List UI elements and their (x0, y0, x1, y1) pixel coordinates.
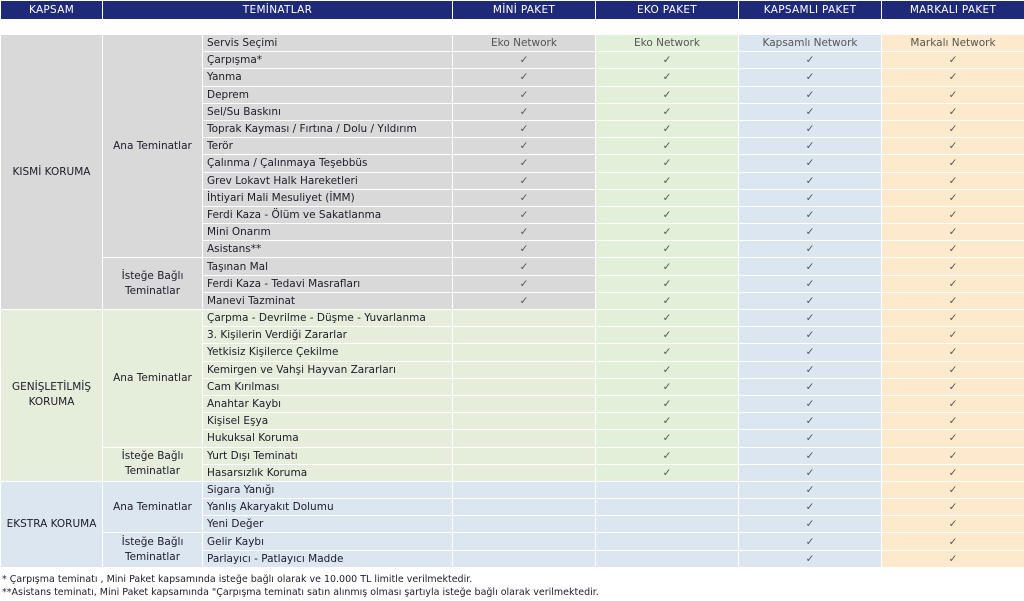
check-icon: ✓ (453, 206, 596, 223)
check-icon: ✓ (739, 206, 882, 223)
check-icon: ✓ (596, 224, 739, 241)
coverage-label: Yetkisiz Kişilerce Çekilme (203, 344, 453, 361)
check-icon: ✓ (596, 138, 739, 155)
check-icon: ✓ (453, 120, 596, 137)
check-icon: ✓ (596, 378, 739, 395)
check-icon: ✓ (739, 533, 882, 550)
footnote-2: **Asistans teminatı, Mini Paket kapsamında "Çarpışma teminatı satın alınmış olması şartıyla isteğe bağlı olarak verilmektedir. (2, 587, 599, 598)
coverage-label: Hukuksal Koruma (203, 430, 453, 447)
check-icon: ✓ (882, 258, 1024, 275)
check-icon: ✓ (453, 69, 596, 86)
table-row (1, 447, 1024, 464)
check-icon: ✓ (739, 447, 882, 464)
check-icon: ✓ (453, 189, 596, 206)
empty-cell (596, 533, 739, 550)
subgroup-ana-teminatlar: Ana Teminatlar (103, 481, 203, 533)
check-icon: ✓ (739, 120, 882, 137)
table-row (1, 35, 1024, 52)
check-icon: ✓ (596, 52, 739, 69)
network-eko: Eko Network (596, 35, 739, 52)
check-icon: ✓ (596, 327, 739, 344)
check-icon: ✓ (739, 395, 882, 412)
check-icon: ✓ (596, 464, 739, 481)
coverage-label: Sel/Su Baskını (203, 103, 453, 120)
coverage-label: Yanma (203, 69, 453, 86)
check-icon: ✓ (739, 69, 882, 86)
check-icon: ✓ (882, 310, 1024, 327)
subgroup-istege-bagli-teminatlar: İsteğe Bağlı Teminatlar (103, 533, 203, 567)
coverage-label: Asistans** (203, 241, 453, 258)
check-icon: ✓ (739, 413, 882, 430)
check-icon: ✓ (739, 378, 882, 395)
check-icon: ✓ (882, 395, 1024, 412)
coverage-label: Çarpma - Devrilme - Düşme - Yuvarlanma (203, 310, 453, 327)
empty-cell (453, 499, 596, 516)
coverage-label: Manevi Tazminat (203, 292, 453, 309)
footnote-1: * Çarpışma teminatı , Mini Paket kapsamında isteğe bağlı olarak ve 10.000 TL limitle verilmektedir. (2, 574, 473, 585)
coverage-label: Çarpışma* (203, 52, 453, 69)
check-icon: ✓ (596, 310, 739, 327)
check-icon: ✓ (882, 550, 1024, 567)
footnotes (2, 573, 599, 599)
check-icon: ✓ (453, 86, 596, 103)
coverage-label: Gelir Kaybı (203, 533, 453, 550)
check-icon: ✓ (882, 103, 1024, 120)
check-icon: ✓ (739, 344, 882, 361)
table-row (1, 258, 1024, 275)
check-icon: ✓ (453, 138, 596, 155)
check-icon: ✓ (882, 241, 1024, 258)
check-icon: ✓ (882, 447, 1024, 464)
check-icon: ✓ (453, 155, 596, 172)
check-icon: ✓ (739, 516, 882, 533)
check-icon: ✓ (739, 464, 882, 481)
empty-cell (453, 550, 596, 567)
check-icon: ✓ (596, 447, 739, 464)
empty-cell (453, 533, 596, 550)
empty-cell (596, 516, 739, 533)
check-icon: ✓ (882, 138, 1024, 155)
coverage-label: Çalınma / Çalınmaya Teşebbüs (203, 155, 453, 172)
subgroup-istege-bagli-teminatlar: İsteğe Bağlı Teminatlar (103, 447, 203, 481)
coverage-label: Anahtar Kaybı (203, 395, 453, 412)
check-icon: ✓ (453, 224, 596, 241)
coverage-label: Deprem (203, 86, 453, 103)
subgroup-ana-teminatlar: Ana Teminatlar (103, 35, 203, 258)
check-icon: ✓ (739, 155, 882, 172)
section-ekstra-koruma: EKSTRA KORUMA (1, 481, 103, 567)
empty-cell (596, 481, 739, 498)
header-mini-paket: MİNİ PAKET (453, 1, 596, 20)
check-icon: ✓ (739, 258, 882, 275)
header-teminatlar: TEMİNATLAR (103, 1, 453, 20)
check-icon: ✓ (596, 430, 739, 447)
coverage-label: 3. Kişilerin Verdiği Zararlar (203, 327, 453, 344)
check-icon: ✓ (882, 481, 1024, 498)
check-icon: ✓ (596, 69, 739, 86)
coverage-label: Hasarsızlık Koruma (203, 464, 453, 481)
check-icon: ✓ (596, 86, 739, 103)
check-icon: ✓ (739, 327, 882, 344)
check-icon: ✓ (596, 275, 739, 292)
check-icon: ✓ (596, 241, 739, 258)
check-icon: ✓ (882, 120, 1024, 137)
check-icon: ✓ (453, 52, 596, 69)
empty-cell (453, 327, 596, 344)
check-icon: ✓ (739, 241, 882, 258)
header-markali-paket: MARKALI PAKET (882, 1, 1024, 20)
check-icon: ✓ (882, 499, 1024, 516)
coverage-label: Taşınan Mal (203, 258, 453, 275)
check-icon: ✓ (739, 189, 882, 206)
coverage-label: Sigara Yanığı (203, 481, 453, 498)
check-icon: ✓ (882, 52, 1024, 69)
header-table (0, 0, 1024, 20)
check-icon: ✓ (882, 378, 1024, 395)
table-row (1, 481, 1024, 498)
check-icon: ✓ (882, 464, 1024, 481)
coverage-label: Ferdi Kaza - Ölüm ve Sakatlanma (203, 206, 453, 223)
check-icon: ✓ (882, 413, 1024, 430)
check-icon: ✓ (739, 481, 882, 498)
check-icon: ✓ (882, 361, 1024, 378)
empty-cell (596, 550, 739, 567)
check-icon: ✓ (596, 258, 739, 275)
check-icon: ✓ (596, 395, 739, 412)
section-genisletilmis-koruma: GENİŞLETİLMİŞ KORUMA (1, 310, 103, 482)
network-mini: Eko Network (453, 35, 596, 52)
empty-cell (453, 378, 596, 395)
coverage-table (0, 34, 1024, 568)
check-icon: ✓ (596, 155, 739, 172)
check-icon: ✓ (882, 69, 1024, 86)
subgroup-ana-teminatlar: Ana Teminatlar (103, 310, 203, 448)
check-icon: ✓ (596, 344, 739, 361)
coverage-label: Terör (203, 138, 453, 155)
check-icon: ✓ (596, 103, 739, 120)
check-icon: ✓ (596, 206, 739, 223)
empty-cell (453, 395, 596, 412)
empty-cell (453, 310, 596, 327)
check-icon: ✓ (739, 172, 882, 189)
check-icon: ✓ (882, 516, 1024, 533)
check-icon: ✓ (596, 172, 739, 189)
check-icon: ✓ (453, 292, 596, 309)
empty-cell (453, 361, 596, 378)
check-icon: ✓ (453, 275, 596, 292)
empty-cell (596, 499, 739, 516)
check-icon: ✓ (739, 292, 882, 309)
check-icon: ✓ (596, 120, 739, 137)
network-markali: Markalı Network (882, 35, 1024, 52)
empty-cell (453, 447, 596, 464)
check-icon: ✓ (739, 275, 882, 292)
check-icon: ✓ (739, 52, 882, 69)
empty-cell (453, 481, 596, 498)
section-kismi-koruma: KISMİ KORUMA (1, 35, 103, 310)
coverage-label: Servis Seçimi (203, 35, 453, 52)
coverage-label: Mini Onarım (203, 224, 453, 241)
coverage-label: Toprak Kayması / Fırtına / Dolu / Yıldırım (203, 120, 453, 137)
check-icon: ✓ (882, 344, 1024, 361)
coverage-label: Yurt Dışı Teminatı (203, 447, 453, 464)
check-icon: ✓ (739, 86, 882, 103)
coverage-label: Cam Kırılması (203, 378, 453, 395)
header-row (1, 1, 1024, 20)
coverage-label: Kişisel Eşya (203, 413, 453, 430)
header-kapsam: KAPSAM (1, 1, 103, 20)
check-icon: ✓ (882, 172, 1024, 189)
check-icon: ✓ (882, 275, 1024, 292)
coverage-label: Yanlış Akaryakıt Dolumu (203, 499, 453, 516)
check-icon: ✓ (453, 172, 596, 189)
check-icon: ✓ (882, 155, 1024, 172)
check-icon: ✓ (596, 361, 739, 378)
coverage-label: Grev Lokavt Halk Hareketleri (203, 172, 453, 189)
table-row (1, 310, 1024, 327)
check-icon: ✓ (596, 413, 739, 430)
check-icon: ✓ (739, 430, 882, 447)
check-icon: ✓ (453, 103, 596, 120)
check-icon: ✓ (882, 224, 1024, 241)
check-icon: ✓ (739, 310, 882, 327)
empty-cell (453, 344, 596, 361)
table-row (1, 533, 1024, 550)
check-icon: ✓ (882, 430, 1024, 447)
coverage-label: Parlayıcı - Patlayıcı Madde (203, 550, 453, 567)
check-icon: ✓ (739, 103, 882, 120)
network-kapsamli: Kapsamlı Network (739, 35, 882, 52)
empty-cell (453, 430, 596, 447)
empty-cell (453, 516, 596, 533)
coverage-label: Ferdi Kaza - Tedavi Masrafları (203, 275, 453, 292)
check-icon: ✓ (453, 258, 596, 275)
check-icon: ✓ (882, 189, 1024, 206)
coverage-label: Kemirgen ve Vahşi Hayvan Zararları (203, 361, 453, 378)
check-icon: ✓ (739, 138, 882, 155)
check-icon: ✓ (882, 292, 1024, 309)
empty-cell (453, 413, 596, 430)
header-kapsamli-paket: KAPSAMLI PAKET (739, 1, 882, 20)
check-icon: ✓ (739, 550, 882, 567)
check-icon: ✓ (596, 292, 739, 309)
check-icon: ✓ (739, 361, 882, 378)
check-icon: ✓ (739, 224, 882, 241)
check-icon: ✓ (882, 86, 1024, 103)
header-eko-paket: EKO PAKET (596, 1, 739, 20)
empty-cell (453, 464, 596, 481)
check-icon: ✓ (882, 206, 1024, 223)
check-icon: ✓ (596, 189, 739, 206)
check-icon: ✓ (882, 533, 1024, 550)
check-icon: ✓ (453, 241, 596, 258)
subgroup-istege-bagli-teminatlar: İsteğe Bağlı Teminatlar (103, 258, 203, 310)
check-icon: ✓ (739, 499, 882, 516)
coverage-label: Yeni Değer (203, 516, 453, 533)
coverage-label: İhtiyari Mali Mesuliyet (İMM) (203, 189, 453, 206)
check-icon: ✓ (882, 327, 1024, 344)
